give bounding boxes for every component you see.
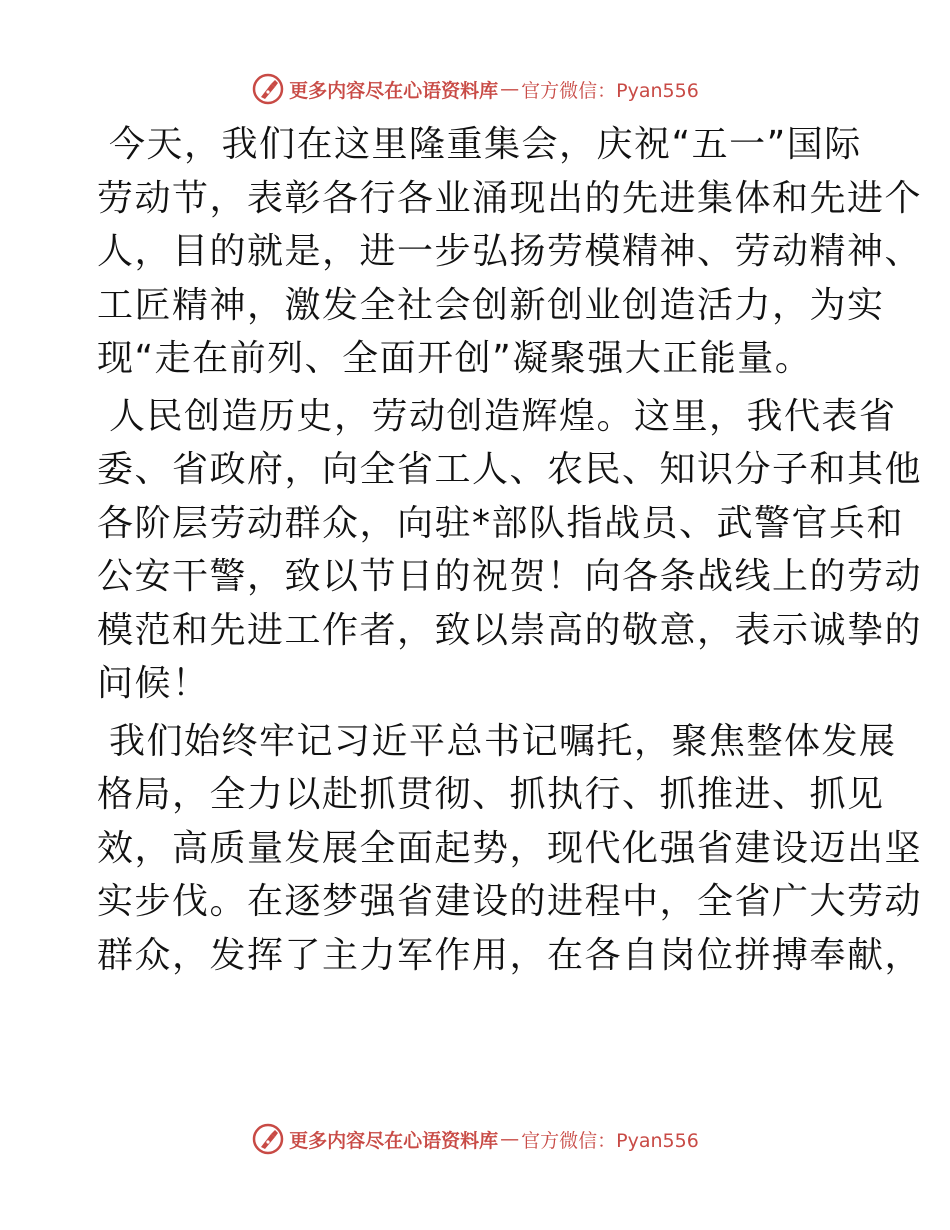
footer-banner — [0, 1122, 950, 1156]
text-line: 现“走在前列、全面开创”凝聚强大正能量。 — [97, 338, 813, 379]
paragraph-1 — [97, 118, 923, 386]
text-line: 劳动节，表彰各行各业涌现出的先进集体和先进个 — [97, 177, 923, 219]
text-line: 问候！ — [97, 663, 210, 704]
banner-site-name: 更多内容尽在心语资料库 — [289, 1129, 499, 1152]
text-line: 人民创造历史，劳动创造辉煌。这里，我代表省 — [109, 395, 897, 437]
text-line: 格局，全力以赴抓贯彻、抓执行、抓推进、抓见 — [97, 774, 885, 815]
text-line: 我们始终牢记习近平总书记嘱托，聚焦整体发展 — [109, 720, 897, 762]
text-line: 实步伐。在逐梦强省建设的进程中，全省广大劳动 — [97, 881, 923, 922]
text-line: 今天，我们在这里隆重集会，庆祝“五一”国际 — [109, 124, 862, 165]
paragraph-2 — [97, 390, 923, 711]
pen-logo-icon — [251, 72, 285, 106]
text-line: 各阶层劳动群众，向驻*部队指战员、武警官兵和 — [97, 502, 905, 544]
banner-site-name: 更多内容尽在心语资料库 — [289, 79, 499, 102]
text-line: 委、省政府，向全省工人、农民、知识分子和其他 — [97, 449, 923, 490]
document-body — [97, 118, 923, 982]
text-line: 人，目的就是，进一步弘扬劳模精神、劳动精神、 — [97, 231, 923, 272]
text-line: 效，高质量发展全面起势，现代化强省建设迈出坚 — [97, 827, 923, 869]
paragraph-3 — [97, 715, 923, 983]
header-banner — [0, 72, 950, 106]
banner-dash: — — [500, 78, 520, 100]
text-line: 公安干警，致以节日的祝贺！向各条战线上的劳动 — [97, 556, 923, 597]
text-line: 工匠精神，激发全社会创新创业创造活力，为实 — [97, 284, 885, 326]
pen-logo-icon — [251, 1122, 285, 1156]
text-line: 群众，发挥了主力军作用，在各自岗位拼搏奉献， — [97, 934, 923, 976]
banner-wechat: 官方微信：Pyan556 — [521, 79, 699, 102]
banner-wechat: 官方微信：Pyan556 — [521, 1129, 699, 1152]
text-line: 模范和先进工作者，致以崇高的敬意，表示诚挚的 — [97, 609, 923, 651]
banner-dash: — — [500, 1128, 520, 1150]
